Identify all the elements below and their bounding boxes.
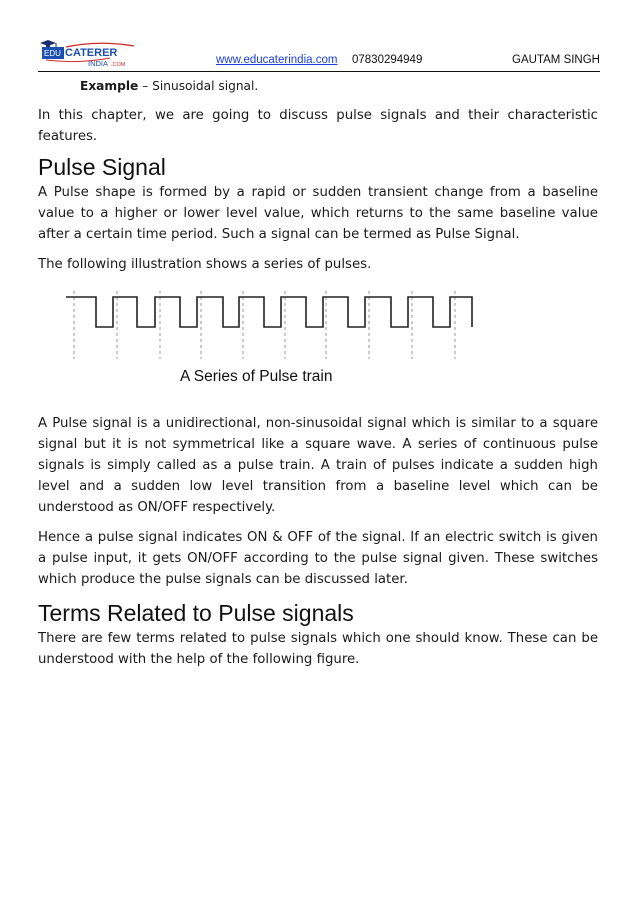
heading-terms-related: Terms Related to Pulse signals xyxy=(38,600,354,626)
example-line xyxy=(80,76,598,96)
intro-paragraph: In this chapter, we are going to discuss pulse signals and their characteristic features. xyxy=(38,108,598,144)
pulse-train-figure xyxy=(38,285,598,401)
document-body xyxy=(38,76,598,670)
pulse-train-waveform xyxy=(66,285,516,365)
svg-text:INDIA: INDIA xyxy=(88,59,109,68)
header-author: GAUTAM SINGH xyxy=(512,54,600,66)
pulse-signal-para-1: A Pulse shape is formed by a rapid or sudden transient change from a baseline value to a higher or lower level value, which returns to the same baseline value after a certain time period. Such a signal can be termed as Pulse Signal. xyxy=(38,185,598,242)
header-divider xyxy=(38,71,600,72)
header-website-link[interactable]: www.educaterindia.com xyxy=(216,54,338,66)
svg-text:CATERER: CATERER xyxy=(65,47,118,59)
figure-caption: A Series of Pulse train xyxy=(180,368,333,385)
svg-text:EDU: EDU xyxy=(44,49,61,58)
example-text: – Sinusoidal signal. xyxy=(138,79,259,93)
educaterer-logo xyxy=(38,38,148,68)
pulse-signal-para-2: The following illustration shows a series of pulses. xyxy=(38,257,372,272)
svg-text:.COM: .COM xyxy=(111,62,126,68)
pulse-signal-para-4: Hence a pulse signal indicates ON & OFF of the signal. If an electric switch is given a pulse input, it gets ON/OFF according to the pulse signal given. These switches which produce the pulse signals can be discussed later. xyxy=(38,530,598,587)
example-label: Example xyxy=(80,79,139,93)
header-phone: 07830294949 xyxy=(352,54,423,66)
pulse-signal-para-3: A Pulse signal is a unidirectional, non-sinusoidal signal which is similar to a square signal but it is not symmetrical like a square wave. A series of continuous pulse signals is simply called as a pulse train. A train of pulses indicate a sudden high level and a sudden low level transition from a baseline level which can be understood as ON/OFF respectively. xyxy=(38,416,598,515)
heading-pulse-signal: Pulse Signal xyxy=(38,154,166,180)
terms-para-1: There are few terms related to pulse signals which one should know. These can be understood with the help of the following figure. xyxy=(38,631,598,667)
page-header xyxy=(38,38,600,72)
